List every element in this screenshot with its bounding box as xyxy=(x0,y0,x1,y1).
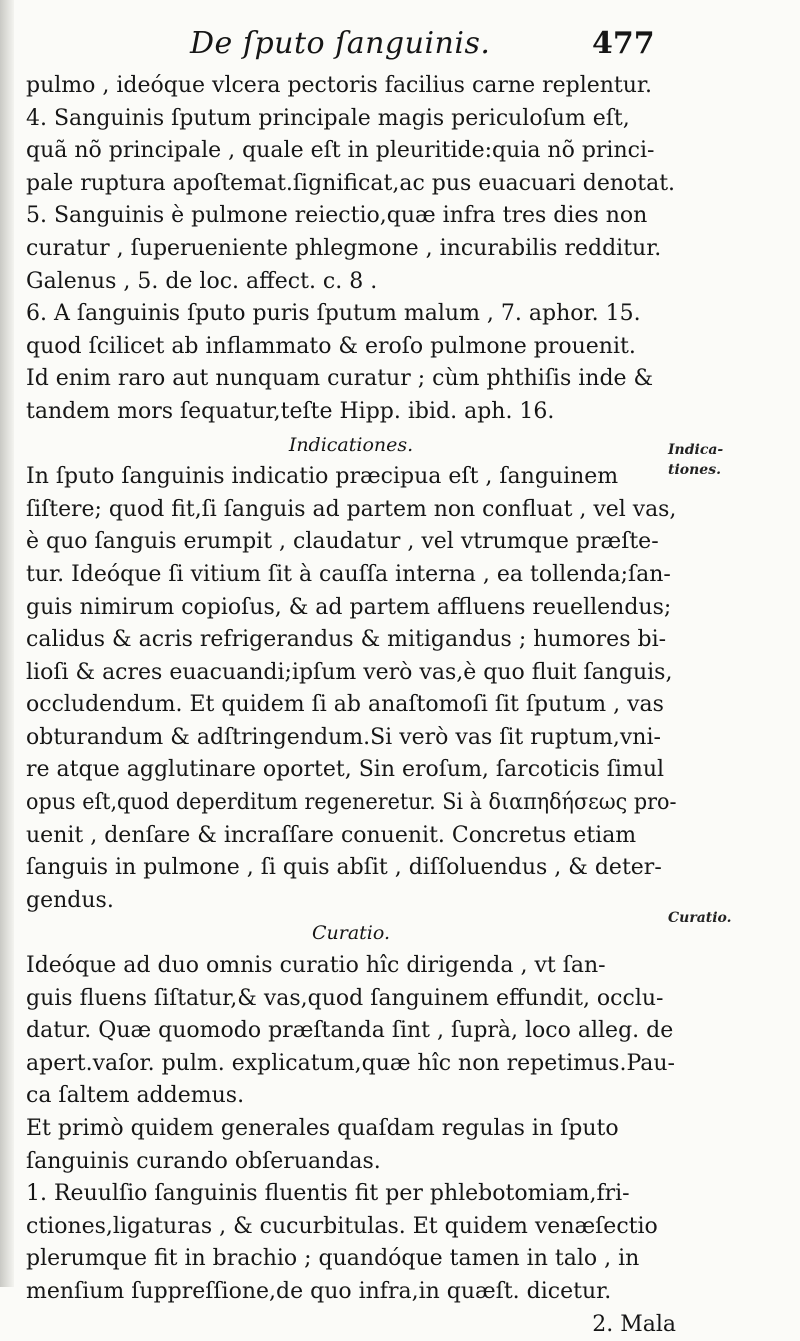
text-line: ſiſtere; quod fit,ſi ſanguis ad partem non confluat , vel vas, xyxy=(26,496,677,522)
section-heading-indicationes: Indicationes. xyxy=(288,433,414,456)
text-line: 6. A ſanguinis ſputo puris ſputum malum , 7. aphor. 15. xyxy=(26,301,641,327)
text-line: è quo ſanguis erumpit , claudatur , vel vtrumque præſte- xyxy=(26,529,659,555)
text-line: ſanguis in pulmone , ſi quis abſit , diſſoluendus , & deter- xyxy=(26,855,662,881)
text-line: Galenus , 5. de loc. affect. c. 8 . xyxy=(26,268,378,294)
text-line: tandem mors ſequatur,teſte Hipp. ibid. aph. 16. xyxy=(26,398,555,424)
margin-note-curatio: Curatio. xyxy=(668,910,732,926)
text-line: obturandum & adſtringendum.Si verò vas ſit ruptum,vni- xyxy=(26,724,661,750)
text-line: lioſi & acres euacuandi;ipſum verò vas,è quo fluit ſanguis, xyxy=(26,659,673,685)
page-number: 477 xyxy=(592,26,655,61)
section-heading-curatio: Curatio. xyxy=(311,922,391,945)
margin-note-line: Indica- xyxy=(668,442,724,458)
text-line: re atque agglutinare oportet, Sin eroſum, ſarcoticis ſimul xyxy=(26,757,665,783)
text-line: 4. Sanguinis ſputum principale magis periculoſum eſt, xyxy=(26,105,630,131)
text-line: menſium ſuppreſſione,de quo infra,in quæſt. dicetur. xyxy=(26,1278,612,1304)
binding-shadow xyxy=(0,0,14,1287)
text-line: pale ruptura apoſtemat.ſignificat,ac pus euacuari denotat. xyxy=(26,170,676,196)
text-line: opus eſt,quod deperditum regeneretur. Si à διαπηδήσεως pro- xyxy=(26,790,677,816)
text-line: pulmo , ideóque vlcera pectoris facilius carne replentur. xyxy=(26,73,653,98)
text-line: tur. Ideóque ſi vitium ſit à cauſſa interna , ea tollenda;ſan- xyxy=(26,561,671,587)
text-line: 5. Sanguinis è pulmone reiectio,quæ infra tres dies non xyxy=(26,203,648,229)
page-header xyxy=(0,16,800,72)
text-line: 1. Reuulſio ſanguinis fluentis fit per phlebotomiam,fri- xyxy=(26,1181,630,1207)
body-text xyxy=(26,70,676,1341)
text-line: apert.vaſor. pulm. explicatum,quæ hîc non repetimus.Pau- xyxy=(26,1050,675,1076)
margin-note-line: tiones. xyxy=(668,462,721,478)
margin-note-indicationes xyxy=(668,440,723,480)
text-line: In ſputo ſanguinis indicatio præcipua eſt , ſanguinem xyxy=(26,464,619,490)
text-line: quod ſcilicet ab inflammato & eroſo pulmone prouenit. xyxy=(26,333,636,359)
text-line: ctiones,ligaturas , & cucurbitulas. Et quidem venæſectio xyxy=(26,1213,658,1239)
text-line: occludendum. Et quidem ſi ab anaſtomoſi ſit ſputum , vas xyxy=(26,692,664,718)
text-line: ſanguinis curando obſeruandas. xyxy=(26,1148,381,1174)
text-line: Id enim raro aut nunquam curatur ; cùm phthiſis inde & xyxy=(26,366,654,392)
text-line: gendus. xyxy=(26,887,114,913)
text-line: uenit , denſare & incraſſare conuenit. Concretus etiam xyxy=(26,822,637,848)
catchword: 2. Mala xyxy=(592,1311,676,1337)
text-line: guis fluens ſiſtatur,& vas,quod ſanguinem effundit, occlu- xyxy=(26,985,664,1011)
text-line: datur. Quæ quomodo præſtanda ſint , ſuprà, loco alleg. de xyxy=(26,1018,674,1044)
text-line: Et primò quidem generales quaſdam regulas in ſputo xyxy=(26,1116,619,1141)
text-line: guis nimirum copioſus, & ad partem affluens reuellendus; xyxy=(26,594,672,620)
text-line: quã nõ principale , quale eſt in pleuritide:quia nõ princi- xyxy=(26,138,655,164)
text-line: ca ſaltem addemus. xyxy=(26,1083,245,1109)
running-title: De ſputo ſanguinis. xyxy=(190,26,491,61)
text-line: calidus & acris refrigerandus & mitigandus ; humores bi- xyxy=(26,627,667,653)
text-line: plerumque fit in brachio ; quandóque tamen in talo , in xyxy=(26,1246,640,1272)
text-line: curatur , ſuperueniente phlegmone , incurabilis redditur. xyxy=(26,235,662,261)
text-line: Ideóque ad duo omnis curatio hîc dirigenda , vt ſan- xyxy=(26,953,606,979)
